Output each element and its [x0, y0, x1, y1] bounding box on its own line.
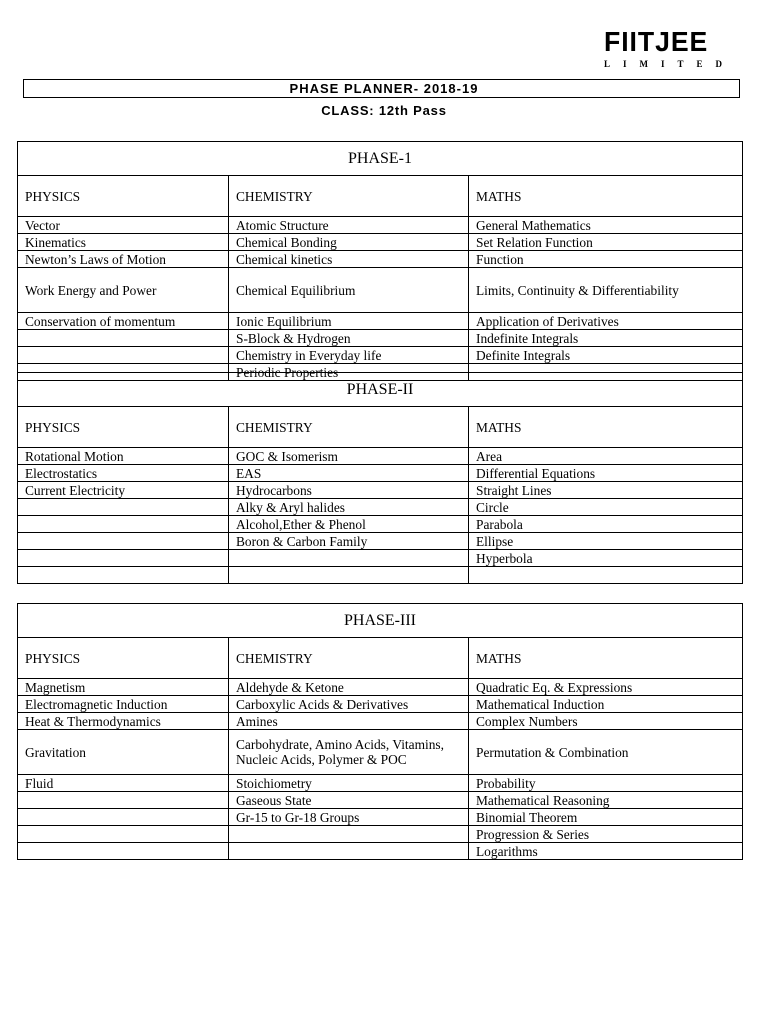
topic-cell-chemistry: Gaseous State [229, 792, 469, 809]
topic-cell-physics: Gravitation [18, 730, 229, 775]
topic-cell-chemistry [229, 550, 469, 567]
column-header-row [18, 638, 743, 679]
logo-subtext: LIMITED [604, 59, 736, 69]
column-header-chemistry: CHEMISTRY [229, 176, 469, 217]
topic-cell-maths: Function [469, 251, 743, 268]
topic-cell-physics [18, 567, 229, 584]
topic-cell-chemistry: Ionic Equilibrium [229, 313, 469, 330]
column-header-chemistry: CHEMISTRY [229, 638, 469, 679]
class-subtitle: CLASS: 12th Pass [321, 103, 447, 118]
topic-cell-maths: Indefinite Integrals [469, 330, 743, 347]
topic-cell-physics: Rotational Motion [18, 448, 229, 465]
topic-cell-maths: Ellipse [469, 533, 743, 550]
phase-title: PHASE-II [18, 373, 743, 407]
topic-cell-physics: Heat & Thermodynamics [18, 713, 229, 730]
topic-cell-maths: General Mathematics [469, 217, 743, 234]
topic-cell-chemistry: Hydrocarbons [229, 482, 469, 499]
table-row [18, 696, 743, 713]
topic-cell-physics: Electromagnetic Induction [18, 696, 229, 713]
phase-2-table [17, 372, 743, 584]
topic-cell-chemistry: Aldehyde & Ketone [229, 679, 469, 696]
topic-cell-chemistry [229, 826, 469, 843]
table-row [18, 809, 743, 826]
topic-cell-maths: Area [469, 448, 743, 465]
topic-cell-physics [18, 809, 229, 826]
table-row [18, 713, 743, 730]
topic-cell-physics: Fluid [18, 775, 229, 792]
topic-cell-chemistry: Amines [229, 713, 469, 730]
topic-cell-chemistry: GOC & Isomerism [229, 448, 469, 465]
table-row [18, 268, 743, 313]
topic-cell-chemistry: EAS [229, 465, 469, 482]
topic-cell-physics: Vector [18, 217, 229, 234]
topic-cell-chemistry: Alky & Aryl halides [229, 499, 469, 516]
page-title: PHASE PLANNER- 2018-19 [289, 81, 479, 96]
table-row [18, 730, 743, 775]
topic-cell-maths: Permutation & Combination [469, 730, 743, 775]
topic-cell-maths: Parabola [469, 516, 743, 533]
table-row [18, 679, 743, 696]
topic-cell-physics: Work Energy and Power [18, 268, 229, 313]
topic-cell-maths: Mathematical Reasoning [469, 792, 743, 809]
topic-cell-physics [18, 550, 229, 567]
topic-cell-maths: Limits, Continuity & Differentiability [469, 268, 743, 313]
table-row [18, 347, 743, 364]
topic-cell-chemistry: S-Block & Hydrogen [229, 330, 469, 347]
fiitjee-logo [604, 26, 736, 70]
topic-cell-chemistry: Alcohol,Ether & Phenol [229, 516, 469, 533]
topic-cell-physics: Magnetism [18, 679, 229, 696]
topic-cell-physics: Electrostatics [18, 465, 229, 482]
table-row [18, 843, 743, 860]
topic-cell-physics [18, 843, 229, 860]
topic-cell-physics: Newton’s Laws of Motion [18, 251, 229, 268]
topic-cell-chemistry: Carbohydrate, Amino Acids, Vitamins, Nucleic Acids, Polymer & POC [229, 730, 469, 775]
topic-cell-chemistry: Chemistry in Everyday life [229, 347, 469, 364]
topic-cell-physics: Current Electricity [18, 482, 229, 499]
topic-cell-physics: Kinematics [18, 234, 229, 251]
column-header-maths: MATHS [469, 638, 743, 679]
topic-cell-physics [18, 347, 229, 364]
table-row [18, 792, 743, 809]
logo-wordmark: FIITJEE [604, 26, 709, 57]
column-header-maths: MATHS [469, 176, 743, 217]
table-row [18, 234, 743, 251]
column-header-row [18, 176, 743, 217]
column-header-row [18, 407, 743, 448]
topic-cell-maths: Circle [469, 499, 743, 516]
topic-cell-maths: Definite Integrals [469, 347, 743, 364]
topic-cell-maths: Set Relation Function [469, 234, 743, 251]
topic-cell-physics [18, 826, 229, 843]
topic-cell-chemistry [229, 567, 469, 584]
topic-cell-chemistry: Gr-15 to Gr-18 Groups [229, 809, 469, 826]
topic-cell-maths: Mathematical Induction [469, 696, 743, 713]
table-row [18, 330, 743, 347]
topic-cell-physics [18, 516, 229, 533]
topic-cell-maths: Complex Numbers [469, 713, 743, 730]
column-header-physics: PHYSICS [18, 176, 229, 217]
topic-cell-chemistry: Periodic Properties [229, 364, 469, 381]
topic-cell-chemistry: Chemical Bonding [229, 234, 469, 251]
topic-cell-maths: Application of Derivatives [469, 313, 743, 330]
topic-cell-maths: Binomial Theorem [469, 809, 743, 826]
phase-title: PHASE-III [18, 604, 743, 638]
phase-1-table [17, 141, 743, 381]
topic-cell-chemistry: Chemical Equilibrium [229, 268, 469, 313]
table-row [18, 775, 743, 792]
table-row [18, 516, 743, 533]
topic-cell-chemistry: Boron & Carbon Family [229, 533, 469, 550]
table-row [18, 217, 743, 234]
topic-cell-maths [469, 567, 743, 584]
topic-cell-chemistry: Carboxylic Acids & Derivatives [229, 696, 469, 713]
topic-cell-maths: Quadratic Eq. & Expressions [469, 679, 743, 696]
topic-cell-physics [18, 533, 229, 550]
topic-cell-physics [18, 792, 229, 809]
table-row [18, 251, 743, 268]
topic-cell-chemistry: Stoichiometry [229, 775, 469, 792]
topic-cell-physics: Conservation of momentum [18, 313, 229, 330]
topic-cell-physics [18, 330, 229, 347]
topic-cell-chemistry: Chemical kinetics [229, 251, 469, 268]
column-header-maths: MATHS [469, 407, 743, 448]
table-row [18, 313, 743, 330]
table-row [18, 550, 743, 567]
column-header-chemistry: CHEMISTRY [229, 407, 469, 448]
table-row [18, 465, 743, 482]
topic-cell-maths: Hyperbola [469, 550, 743, 567]
topic-cell-maths: Straight Lines [469, 482, 743, 499]
topic-cell-chemistry [229, 843, 469, 860]
phase-3-table [17, 603, 743, 860]
topic-cell-maths: Logarithms [469, 843, 743, 860]
table-row [18, 448, 743, 465]
table-row [18, 826, 743, 843]
column-header-physics: PHYSICS [18, 638, 229, 679]
topic-cell-chemistry: Atomic Structure [229, 217, 469, 234]
table-row [18, 499, 743, 516]
table-row [18, 482, 743, 499]
topic-cell-maths: Progression & Series [469, 826, 743, 843]
column-header-physics: PHYSICS [18, 407, 229, 448]
topic-cell-maths: Differential Equations [469, 465, 743, 482]
table-row [18, 567, 743, 584]
table-row [18, 533, 743, 550]
topic-cell-maths: Probability [469, 775, 743, 792]
topic-cell-physics [18, 499, 229, 516]
phase-title: PHASE-1 [18, 142, 743, 176]
